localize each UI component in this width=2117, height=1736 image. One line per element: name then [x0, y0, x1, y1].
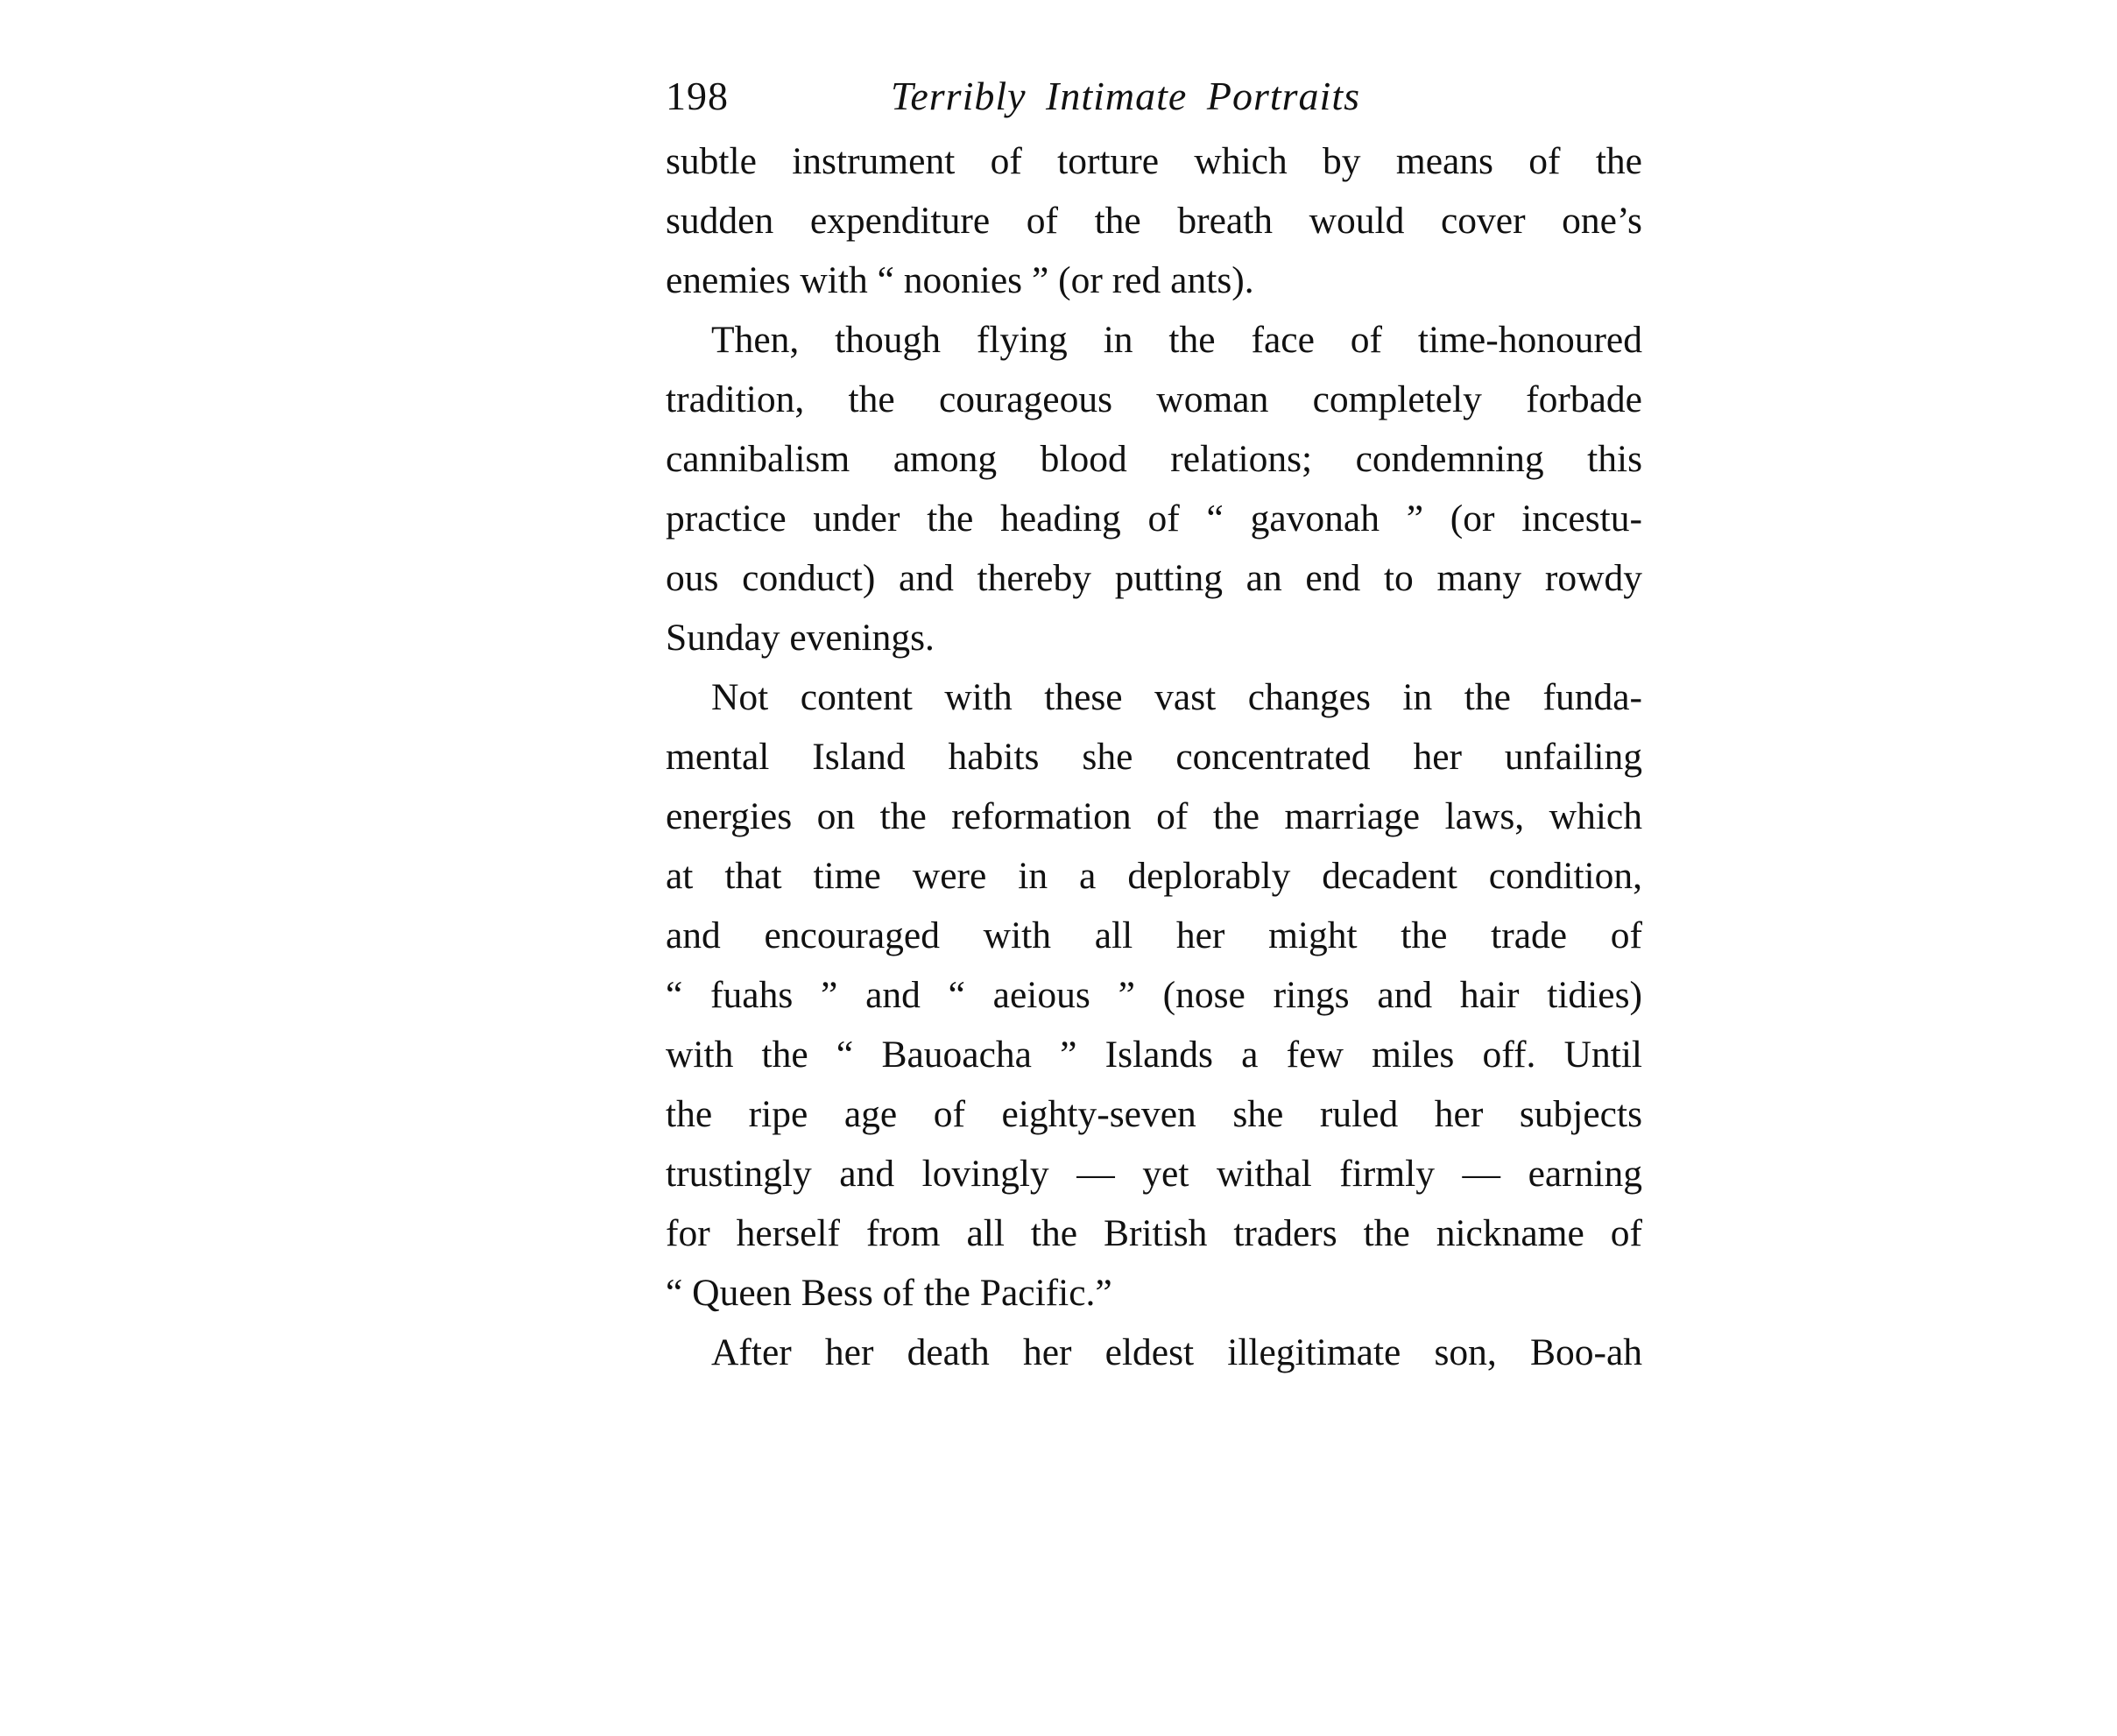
text-line: “ fuahs ” and “ aeious ” (nose rings and hair tidies) — [666, 974, 1642, 1016]
text-line: cannibalism among blood relations; condemning this — [666, 438, 1642, 480]
text-line: energies on the reformation of the marriage laws, which — [666, 795, 1642, 837]
text-line: After her death her eldest illegitimate son, Boo-ah — [711, 1331, 1642, 1373]
running-head — [666, 61, 1642, 131]
text-line: and encouraged with all her might the trade of — [666, 914, 1642, 956]
text-line: sudden expenditure of the breath would cover one’s — [666, 200, 1642, 242]
paragraph — [666, 131, 1642, 310]
text-line: tradition, the courageous woman completely forbade — [666, 378, 1642, 420]
text-line: the ripe age of eighty-seven she ruled her subjects — [666, 1093, 1642, 1135]
text-line: for herself from all the British traders the nickname of — [666, 1212, 1642, 1254]
text-line: Sunday evenings. — [666, 617, 935, 659]
text-line: trustingly and lovingly — yet withal firmly — earning — [666, 1153, 1642, 1195]
running-title: Terribly Intimate Portraits — [891, 74, 1360, 118]
text-line: Then, though flying in the face of time-honoured — [711, 319, 1642, 361]
text-line: “ Queen Bess of the Pacific.” — [666, 1272, 1112, 1314]
book-page — [666, 61, 1642, 1382]
text-line: practice under the heading of “ gavonah ” (or incestu- — [666, 498, 1642, 540]
text-line: enemies with “ noonies ” (or red ants). — [666, 259, 1254, 301]
text-line: Not content with these vast changes in the funda- — [711, 676, 1642, 718]
text-line: ous conduct) and thereby putting an end to many rowdy — [666, 557, 1642, 599]
page-number: 198 — [666, 74, 729, 118]
text-line: with the “ Bauoacha ” Islands a few miles off. Until — [666, 1034, 1642, 1076]
body-text — [666, 131, 1642, 1382]
text-line: mental Island habits she concentrated her unfailing — [666, 736, 1642, 778]
paragraph — [666, 1323, 1642, 1382]
text-line: at that time were in a deplorably decadent condition, — [666, 855, 1642, 897]
text-line: subtle instrument of torture which by means of the — [666, 140, 1642, 182]
paragraph — [666, 667, 1642, 1323]
paragraph — [666, 310, 1642, 667]
